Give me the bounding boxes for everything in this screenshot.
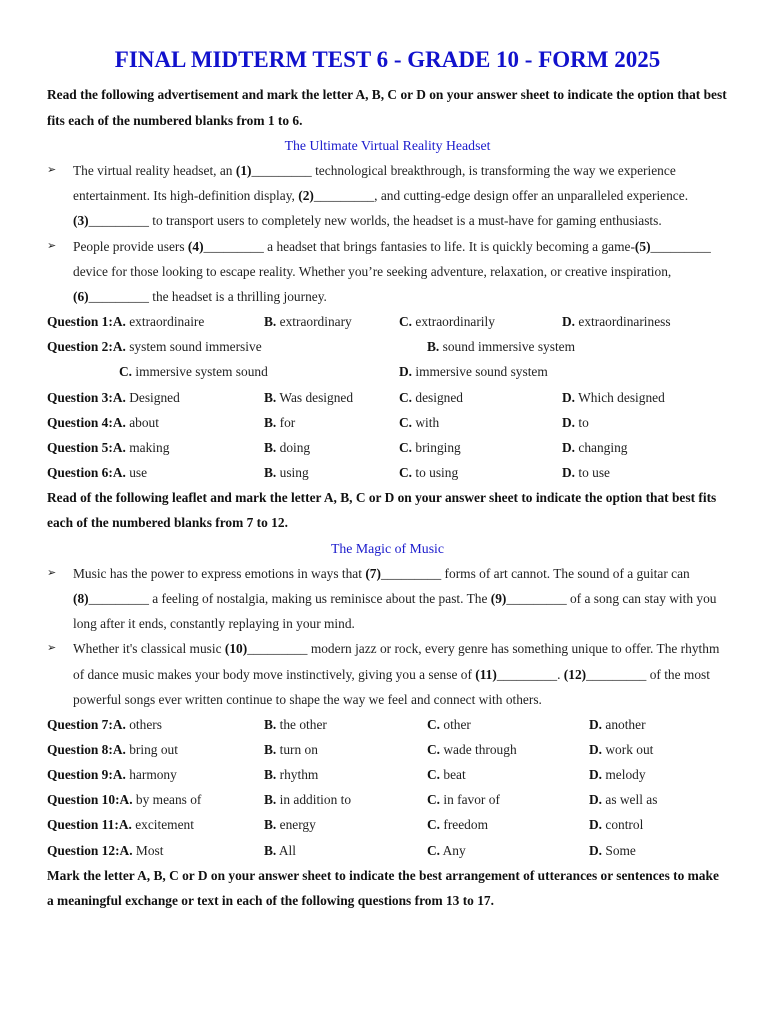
question-row xyxy=(47,812,728,837)
option-d[interactable]: D. to xyxy=(562,414,589,430)
section1-passage xyxy=(47,158,728,309)
text-run: Whether it's classical music xyxy=(73,641,225,657)
text-run: _________ of a song can stay with you long after it ends, constantly replaying in your mind. xyxy=(73,591,717,632)
option-c[interactable]: C. in favor of xyxy=(427,792,500,808)
option-a[interactable]: Question 6:A. use xyxy=(47,464,148,480)
section3-instruction: Mark the letter A, B, C or D on your answer sheet to indicate the best arrangement of utterances or sentences to make a meaningful exchange or text in each of the following questions from 13 to 17. xyxy=(47,867,719,909)
bullet-arrow-icon: ➢ xyxy=(47,164,57,176)
text-run: _________ the headset is a thrilling journey. xyxy=(88,289,327,305)
option-b[interactable]: B. using xyxy=(264,464,309,480)
option-d[interactable]: D. immersive sound system xyxy=(399,364,548,380)
option-a[interactable]: Question 7:A. others xyxy=(47,717,162,733)
blank-number: (12) xyxy=(563,666,587,682)
option-d[interactable]: D. to use xyxy=(562,464,610,480)
section1-questions xyxy=(47,309,728,485)
option-a[interactable]: Question 11:A. excitement xyxy=(47,817,194,833)
text-run: _________ modern jazz or rock, every genre has something unique to offer. The rhythm of dance music makes your body move instinctively, giving you a sense of xyxy=(73,641,720,682)
option-b[interactable]: B. rhythm xyxy=(264,767,319,783)
text-run: _________ a headset that brings fantasies to life. It is quickly becoming a game- xyxy=(203,238,635,254)
text-run: _________ to transport users to completely new worlds, the headset is a must-have for gaming enthusiasts. xyxy=(88,213,662,229)
option-a[interactable]: Question 10:A. by means of xyxy=(47,792,202,808)
blank-number: (4) xyxy=(187,238,204,254)
text-run: _________, and cutting-edge design offer an unparalleled experience. xyxy=(313,188,689,204)
paragraph-text xyxy=(73,234,728,310)
question-row xyxy=(47,385,728,410)
section1-heading: The Ultimate Virtual Reality Headset xyxy=(284,138,491,153)
question-row xyxy=(47,410,728,435)
section1-instruction: Read the following advertisement and mark the letter A, B, C or D on your answer sheet to indicate the option that best fits each of the numbered blanks from 1 to 6. xyxy=(47,87,727,128)
question-row xyxy=(47,787,728,812)
option-a[interactable]: Question 2:A. system sound immersive xyxy=(47,339,262,355)
question-row xyxy=(47,359,728,384)
option-a[interactable]: Question 1:A. extraordinaire xyxy=(47,314,205,330)
text-run: _________ forms of art cannot. The sound of a guitar can xyxy=(380,565,690,581)
section2-heading: The Magic of Music xyxy=(330,540,445,556)
question-row xyxy=(47,762,728,787)
option-b[interactable]: B. in addition to xyxy=(264,792,352,808)
option-d[interactable]: D. Which designed xyxy=(562,389,665,405)
option-d[interactable]: D. work out xyxy=(589,742,654,758)
option-b[interactable]: B. for xyxy=(264,414,296,430)
option-d[interactable]: D. extraordinariness xyxy=(562,314,671,330)
option-d[interactable]: D. as well as xyxy=(589,792,658,808)
option-b[interactable]: B. extraordinary xyxy=(264,314,352,330)
blank-number: (11) xyxy=(475,666,497,682)
text-run: The virtual reality headset, an xyxy=(73,163,236,178)
option-c[interactable]: C. Any xyxy=(427,842,466,858)
bullet-arrow-icon: ➢ xyxy=(47,642,57,655)
text-run: _________ of the most powerful songs ever written continue to shape the way we feel and connect with others. xyxy=(73,666,710,707)
option-c[interactable]: C. immersive system sound xyxy=(119,364,268,380)
text-run: Music has the power to express emotions in ways that xyxy=(73,565,366,581)
text-run: People provide users xyxy=(73,238,188,254)
passage-paragraph xyxy=(47,158,728,234)
option-c[interactable]: C. with xyxy=(399,414,440,430)
option-c[interactable]: C. bringing xyxy=(399,439,461,455)
option-c[interactable]: C. extraordinarily xyxy=(399,314,495,330)
blank-number: (8) xyxy=(73,591,89,607)
option-a[interactable]: Question 12:A. Most xyxy=(47,842,164,858)
blank-number: (2) xyxy=(298,188,314,204)
option-b[interactable]: B. Was designed xyxy=(264,389,354,405)
question-row xyxy=(47,712,728,737)
paragraph-text xyxy=(73,158,728,234)
question-row xyxy=(47,309,728,334)
option-a[interactable]: Question 3:A. Designed xyxy=(47,389,180,405)
option-b[interactable]: B. energy xyxy=(264,817,316,833)
section2-instruction: Read of the following leaflet and mark the letter A, B, C or D on your answer sheet to indicate the option that best fits each of the numbered blanks from 7 to 12. xyxy=(47,489,717,531)
page-title: FINAL MIDTERM TEST 6 - GRADE 10 - FORM 2025 xyxy=(114,47,661,72)
blank-number: (10) xyxy=(224,641,248,657)
option-b[interactable]: B. All xyxy=(264,842,297,858)
option-b[interactable]: B. the other xyxy=(264,717,327,733)
option-c[interactable]: C. wade through xyxy=(427,742,517,758)
option-c[interactable]: C. to using xyxy=(399,464,459,480)
text-run: _________ technological breakthrough, is transforming the way we experience entertainment. Its high-definition display, xyxy=(73,163,676,204)
option-a[interactable]: Question 9:A. harmony xyxy=(47,767,177,783)
option-c[interactable]: C. freedom xyxy=(427,817,488,833)
option-a[interactable]: Question 4:A. about xyxy=(47,414,159,430)
option-c[interactable]: C. other xyxy=(427,717,471,733)
bullet-arrow-icon: ➢ xyxy=(47,239,57,252)
option-a[interactable]: Question 8:A. bring out xyxy=(47,742,178,758)
passage-paragraph xyxy=(47,636,728,712)
section2-questions xyxy=(47,712,728,863)
paragraph-text xyxy=(73,636,728,712)
blank-number: (5) xyxy=(634,238,651,254)
paragraph-text xyxy=(73,561,728,637)
option-d[interactable]: D. changing xyxy=(562,439,628,455)
text-run: _________ a feeling of nostalgia, making us reminisce about the past. The xyxy=(88,591,491,607)
blank-number: (7) xyxy=(365,565,381,581)
question-row xyxy=(47,838,728,863)
option-d[interactable]: D. control xyxy=(589,817,644,833)
question-row xyxy=(47,334,728,359)
option-b[interactable]: B. sound immersive system xyxy=(427,339,576,355)
section2-passage xyxy=(47,561,728,712)
option-c[interactable]: C. beat xyxy=(427,767,466,783)
question-row xyxy=(47,460,728,485)
option-a[interactable]: Question 5:A. making xyxy=(47,439,170,455)
blank-number: (1) xyxy=(235,163,252,178)
passage-paragraph xyxy=(47,561,728,637)
option-d[interactable]: D. Some xyxy=(589,842,636,858)
passage-paragraph xyxy=(47,234,728,310)
question-row xyxy=(47,737,728,762)
bullet-arrow-icon: ➢ xyxy=(47,566,57,579)
question-row xyxy=(47,435,728,460)
text-run: _________. xyxy=(496,666,564,682)
option-d[interactable]: D. melody xyxy=(589,767,646,783)
text-run: _________ device for those looking to escape reality. Whether you’re seeking adventure, relaxation, or creative inspiration, xyxy=(73,238,711,279)
option-d[interactable]: D. another xyxy=(589,717,646,733)
option-b[interactable]: B. turn on xyxy=(264,742,318,758)
blank-number: (6) xyxy=(73,289,89,305)
blank-number: (9) xyxy=(490,591,507,607)
blank-number: (3) xyxy=(73,213,89,229)
option-c[interactable]: C. designed xyxy=(399,389,463,405)
option-b[interactable]: B. doing xyxy=(264,439,311,455)
